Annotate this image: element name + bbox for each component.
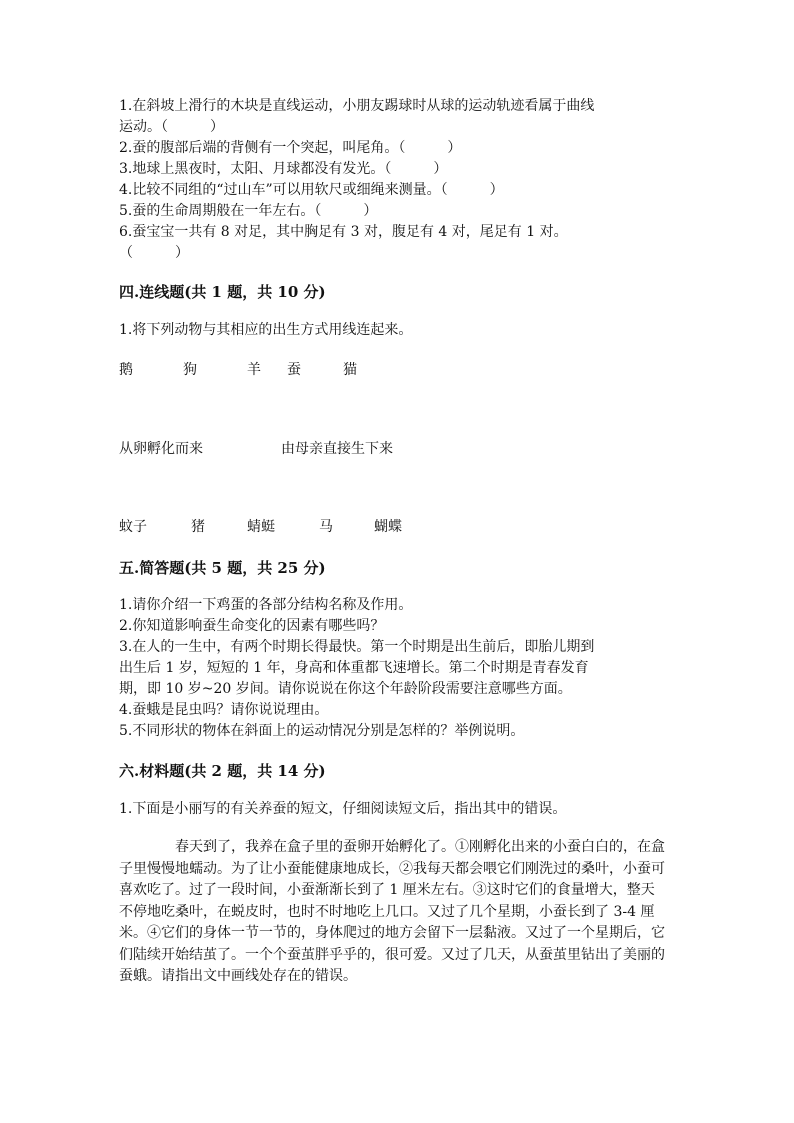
top-animals-row — [119, 360, 419, 381]
birth-from-egg: 从卵孵化而来 — [119, 441, 203, 457]
animal-horse: 马 — [319, 519, 333, 535]
section-5-questions — [119, 595, 679, 742]
judge-line-3: 3.地球上黑夜时，太阳、月球都没有发光。（ ） — [119, 161, 448, 177]
section-5-line-5: 5.不同形状的物体在斜面上的运动情况分别是怎样的？举例说明。 — [119, 723, 525, 739]
bottom-animals-row — [119, 517, 439, 538]
animal-mosquito: 蚊子 — [119, 519, 147, 535]
section-4-heading: 四.连线题(共 1 题，共 10 分) — [119, 283, 326, 301]
judge-line-2: 2.蚕的腹部后端的背侧有一个突起，叫尾角。（ ） — [119, 140, 462, 156]
animal-dog: 狗 — [183, 362, 197, 378]
section-5-line-3c: 期，即 10 岁~20 岁间。请你说说在你这个年龄阶段需要注意哪些方面。 — [119, 681, 572, 697]
section-6-q1: 1.下面是小丽写的有关养蚕的短文，仔细阅读短文后，指出其中的错误。 — [119, 801, 567, 817]
judge-line-1a: 1.在斜坡上滑行的木块是直线运动，小朋友踢球时从球的运动轨迹看属于曲线 — [119, 98, 595, 114]
animal-pig: 猪 — [191, 519, 205, 535]
section-5-line-4: 4.蚕蛾是昆虫吗？请你说说理由。 — [119, 702, 329, 718]
animal-butterfly: 蝴蝶 — [374, 519, 402, 535]
passage-text: 春天到了，我养在盒子里的蚕卵开始孵化了。①刚孵化出来的小蚕白白的，在盒子里慢慢地蠕动。为了让小蚕能健康地成长，②我每天都会喂它们刚洗过的桑叶，小蚕可喜欢吃了。过了一段时间，小蚕渐渐长到了 1 厘米左右。③这时它们的食量增大，整天不停地吃桑叶，在蜕皮时，也时不时地吃上几口。又过了几个星期，小蚕长到了 3-4 厘米。④它们的身体一节一节的，身体爬过的地方会留下一层黏液。又过了一个星期后，它们陆续开始结茧了。一个个蚕茧胖乎乎的，很可爱。又过了几天，从蚕茧里钻出了美丽的蚕蛾。请指出文中画线处存在的错误。 — [119, 839, 665, 984]
birth-from-mother: 由母亲直接生下来 — [281, 441, 393, 457]
section-4-question — [119, 320, 679, 341]
section-5-line-1: 1.请你介绍一下鸡蛋的各部分结构名称及作用。 — [119, 597, 413, 613]
section-5 — [119, 557, 679, 579]
judge-line-6a: 6.蚕宝宝一共有 8 对足，其中胸足有 3 对，腹足有 4 对，尾足有 1 对。 — [119, 224, 568, 240]
animal-silkworm: 蚕 — [287, 362, 301, 378]
section-5-heading: 五.简答题(共 5 题，共 25 分) — [119, 559, 326, 577]
judge-line-5: 5.蚕的生命周期般在一年左右。（ ） — [119, 203, 378, 219]
animal-sheep: 羊 — [247, 362, 261, 378]
judge-line-1b: 运动。（ ） — [119, 119, 224, 135]
judge-line-6b: （ ） — [119, 245, 189, 261]
animal-dragonfly: 蜻蜓 — [247, 519, 275, 535]
animal-goose: 鹅 — [119, 362, 133, 378]
judge-line-4: 4.比较不同组的“过山车”可以用软尺或细绳来测量。（ ） — [119, 182, 504, 198]
section-6-question — [119, 799, 679, 820]
section-5-line-2: 2.你知道影响蚕生命变化的因素有哪些吗？ — [119, 618, 385, 634]
section-5-line-3b: 出生后 1 岁，短短的 1 年，身高和体重都飞速增长。第二个时期是青春发育 — [119, 660, 589, 676]
section-6-passage — [119, 837, 667, 988]
birth-types-row — [119, 439, 439, 460]
judge-section — [119, 96, 679, 264]
section-6 — [119, 760, 679, 782]
section-5-line-3a: 3.在人的一生中，有两个时期长得最快。第一个时期是出生前后，即胎儿期到 — [119, 639, 595, 655]
section-6-heading: 六.材料题(共 2 题，共 14 分) — [119, 762, 326, 780]
animal-cat: 猫 — [343, 362, 357, 378]
section-4-q1: 1.将下列动物与其相应的出生方式用线连起来。 — [119, 322, 413, 338]
section-4 — [119, 281, 679, 303]
passage-paragraph — [119, 837, 667, 988]
